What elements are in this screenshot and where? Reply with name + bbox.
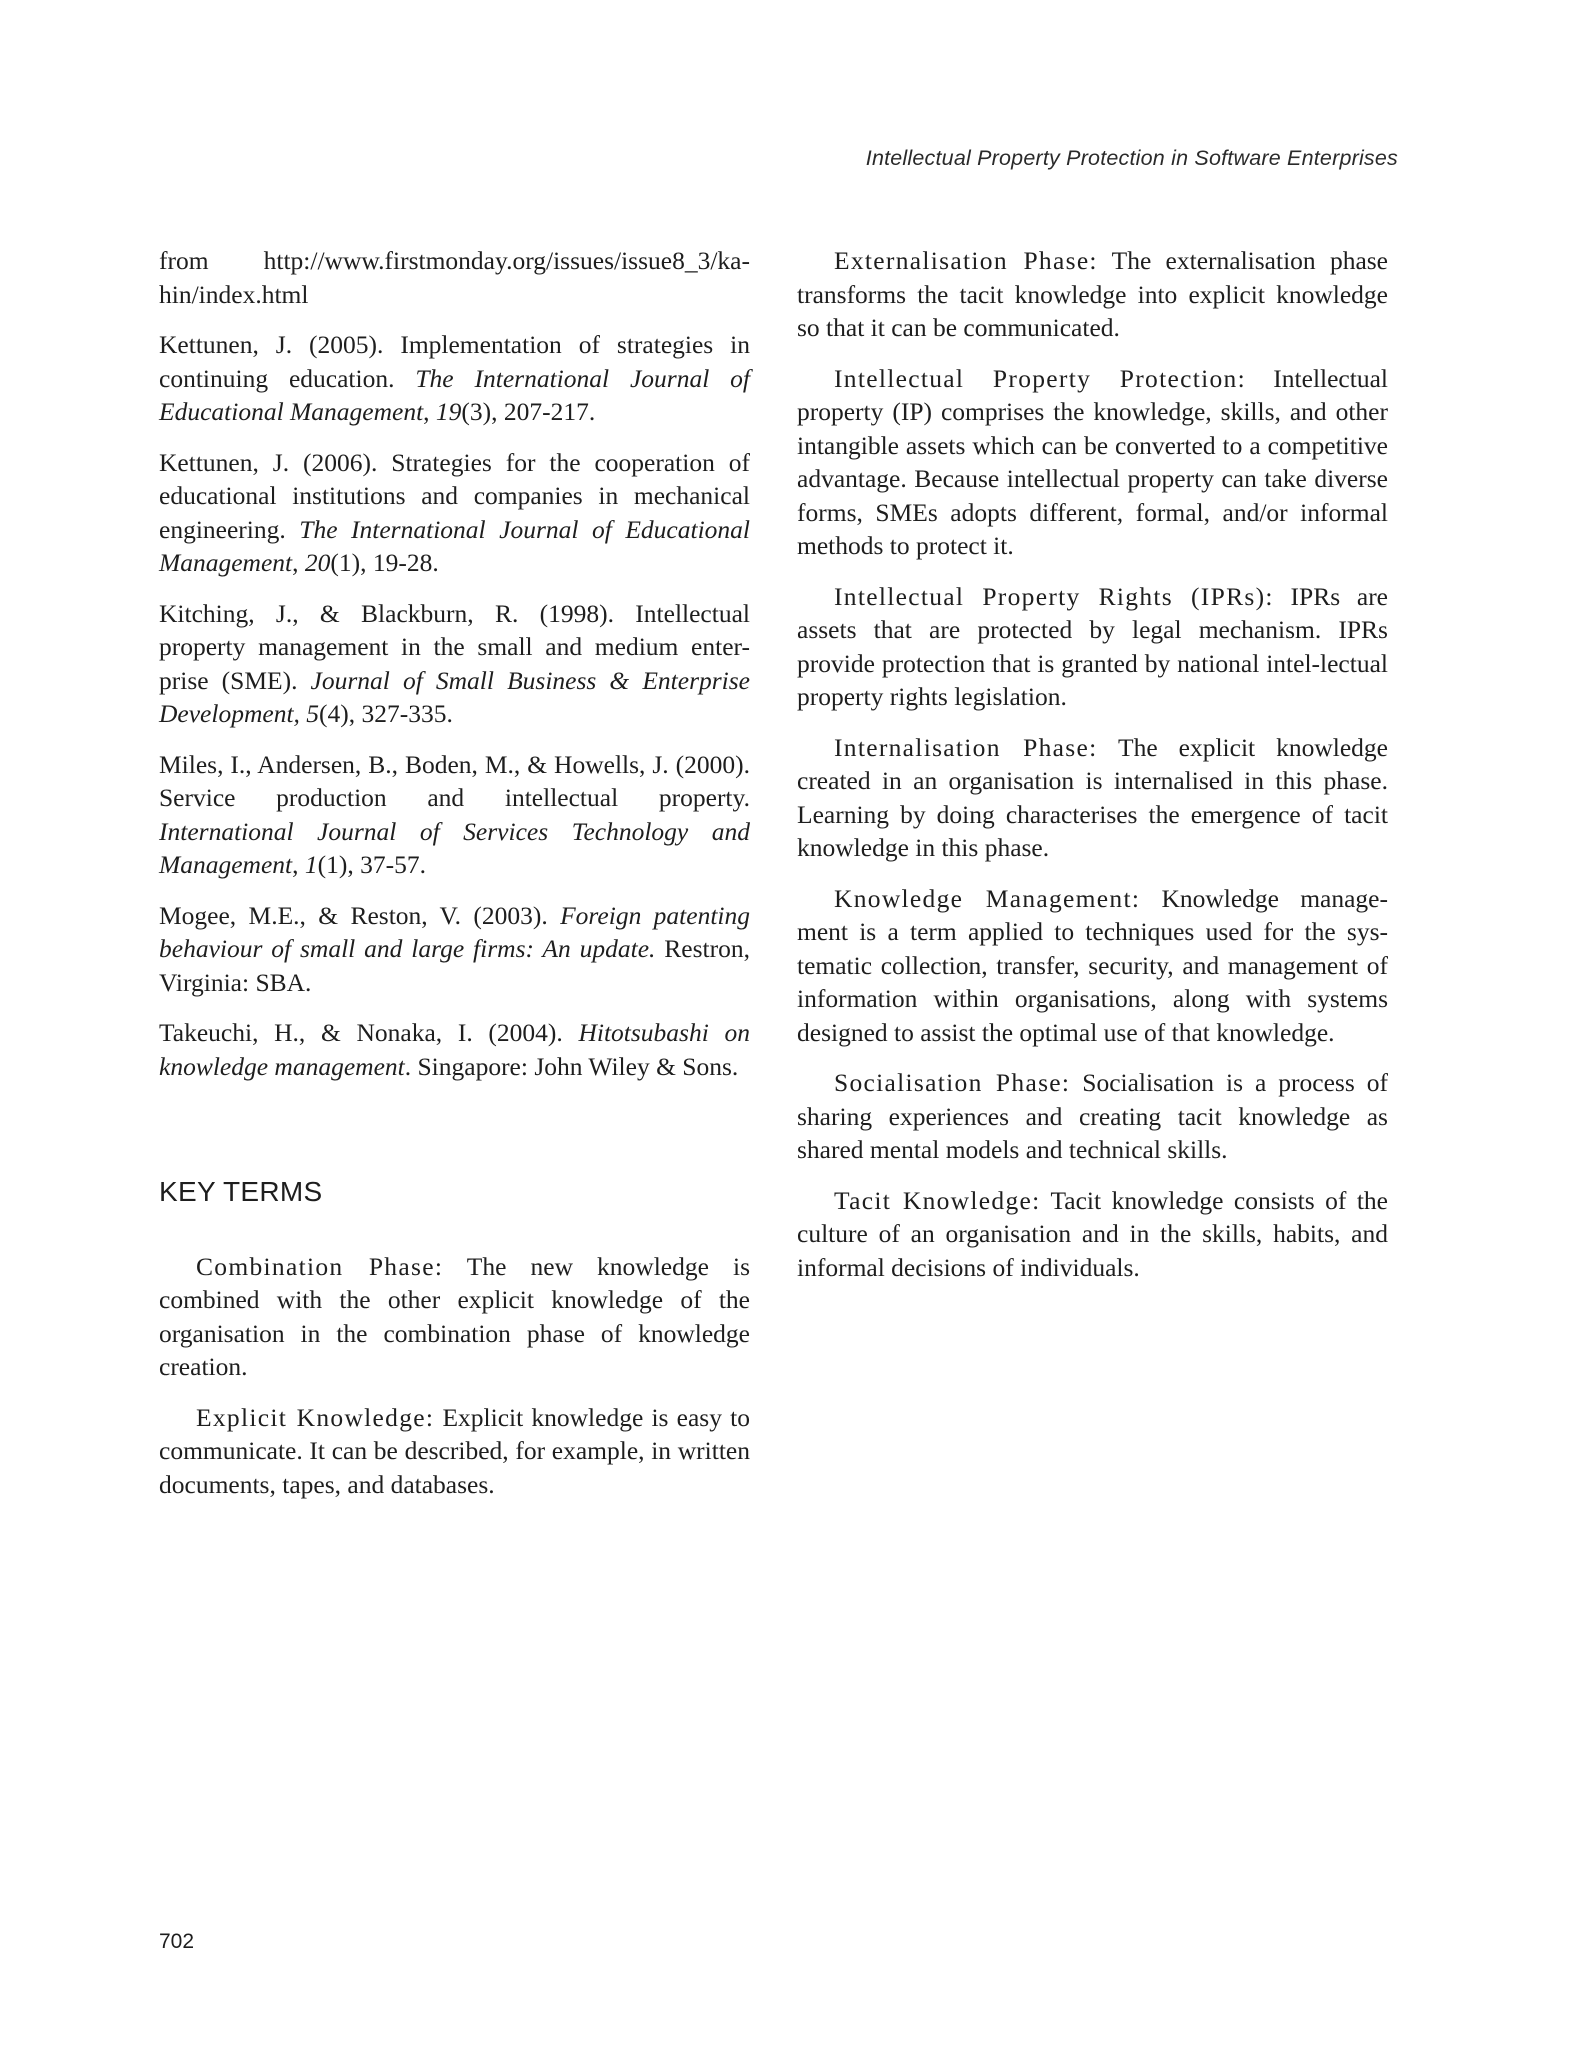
- key-term: [797, 1066, 1388, 1167]
- reference-pages: (4), 327-335.: [319, 699, 453, 728]
- reference-item: [159, 328, 750, 429]
- key-term-name: Knowledge Management:: [834, 883, 1141, 913]
- reference-publisher: Restron, Virginia: SBA.: [159, 934, 750, 997]
- reference-volume: 20: [304, 548, 331, 577]
- reference-item: [159, 446, 750, 580]
- key-term-definition: Knowledge manage-ment is a term applied to techniques used for the sys-tematic collection, transfer, security, and management of information within organisations, along with systems designed to assist the optimal use of that knowledge.: [797, 883, 1388, 1047]
- reference-item: [159, 748, 750, 882]
- reference-authors: Takeuchi, H., & Nonaka, I. (2004).: [159, 1018, 579, 1047]
- reference-journal: The International Journal of Educational Management: [159, 363, 751, 426]
- key-term: [797, 244, 1388, 345]
- key-term: [797, 580, 1388, 714]
- reference-publisher: . Singapore: John Wiley & Sons.: [404, 1051, 739, 1081]
- reference-sep: ,: [292, 548, 305, 577]
- key-term: [797, 731, 1388, 865]
- reference-item: [159, 1016, 750, 1083]
- reference-title: Foreign patenting behaviour of small and large firms: An update.: [159, 900, 750, 963]
- key-term-name: Explicit Knowledge:: [196, 1402, 435, 1432]
- reference-continued-url: from http://www.firstmonday.org/issues/issue8_3/ka-hin/index.html: [159, 246, 750, 309]
- key-term-definition: The new knowledge is combined with the other explicit knowledge of the organisation in the combination phase of knowledge creation.: [159, 1251, 750, 1381]
- reference-authors: Kettunen, J. (2006). Strategies for the cooperation of educational institutions and companies in mechanical engineering.: [159, 447, 750, 544]
- key-term-name: Externalisation Phase:: [834, 246, 1098, 275]
- reference-pages: (1), 19-28.: [330, 548, 439, 577]
- key-term: [159, 1401, 750, 1502]
- key-term-name: Intellectual Property Rights (IPRs):: [834, 581, 1274, 611]
- right-column: [797, 244, 1388, 1301]
- reference-pages: (1), 37-57.: [317, 850, 426, 879]
- page-number: 702: [159, 1930, 195, 1953]
- reference-item: [159, 597, 750, 731]
- reference-journal: Journal of Small Business & Enterprise Development,: [159, 665, 750, 728]
- left-column: [159, 244, 750, 1518]
- reference-sep: ,: [423, 397, 436, 426]
- reference-authors: Mogee, M.E., & Reston, V. (2003).: [159, 900, 561, 930]
- key-terms-heading: KEY TERMS: [159, 1176, 323, 1207]
- key-term-name: Combination Phase:: [196, 1251, 444, 1281]
- reference-pages: (3), 207-217.: [461, 397, 596, 426]
- key-term-name: Intellectual Property Protection:: [834, 363, 1246, 393]
- reference-authors: Kitching, J., & Blackburn, R. (1998). Intellectual property management in the small and medium enter-prise (SME).: [159, 598, 750, 695]
- key-term: [797, 1184, 1388, 1285]
- running-header: Intellectual Property Protection in Software Enterprises: [865, 146, 1398, 170]
- reference-title: Hitotsubashi on knowledge management: [159, 1018, 750, 1081]
- reference-authors: Miles, I., Andersen, B., Boden, M., & Howells, J. (2000). Service production and intellectual property.: [159, 749, 750, 812]
- reference-sep: ,: [292, 850, 305, 879]
- key-term-name: Tacit Knowledge:: [834, 1185, 1041, 1215]
- reference-journal: International Journal of Services Technology and Management: [159, 816, 750, 879]
- key-term-definition: IPRs are assets that are protected by legal mechanism. IPRs provide protection that is granted by national intel-lectual property rights legislation.: [797, 581, 1388, 711]
- key-term-definition: The externalisation phase transforms the tacit knowledge into explicit knowledge so that it can be communicated.: [797, 246, 1389, 342]
- key-term-definition: The explicit knowledge created in an organisation is internalised in this phase. Learning by doing characterises the emergence of tacit knowledge in this phase.: [797, 732, 1389, 862]
- key-term: [797, 882, 1388, 1050]
- key-term-definition: Explicit knowledge is easy to communicate. It can be described, for example, in written documents, tapes, and databases.: [159, 1402, 750, 1499]
- reference-volume: 19: [435, 397, 462, 426]
- reference-item: [159, 899, 750, 1000]
- key-term-name: Internalisation Phase:: [834, 732, 1098, 762]
- key-term-definition: Tacit knowledge consists of the culture of an organisation and in the skills, habits, and informal decisions of individuals.: [797, 1185, 1388, 1282]
- key-term-name: Socialisation Phase:: [834, 1068, 1071, 1097]
- reference-journal: The International Journal of Educational Management: [159, 514, 750, 577]
- reference-volume: 5: [306, 699, 320, 728]
- key-term: [159, 1250, 750, 1384]
- reference-volume: 1: [304, 850, 318, 879]
- key-term: [797, 362, 1388, 563]
- reference-authors: Kettunen, J. (2005). Implementation of strategies in continuing education.: [159, 330, 750, 393]
- key-term-definition: Intellectual property (IP) comprises the knowledge, skills, and other intangible assets which can be converted to a competitive advantage. Because intellectual property can take diverse forms, SMEs adopts different, formal, and/or informal methods to protect it.: [797, 363, 1388, 560]
- key-term-definition: Socialisation is a process of sharing experiences and creating tacit knowledge as shared mental models and technical skills.: [797, 1068, 1388, 1164]
